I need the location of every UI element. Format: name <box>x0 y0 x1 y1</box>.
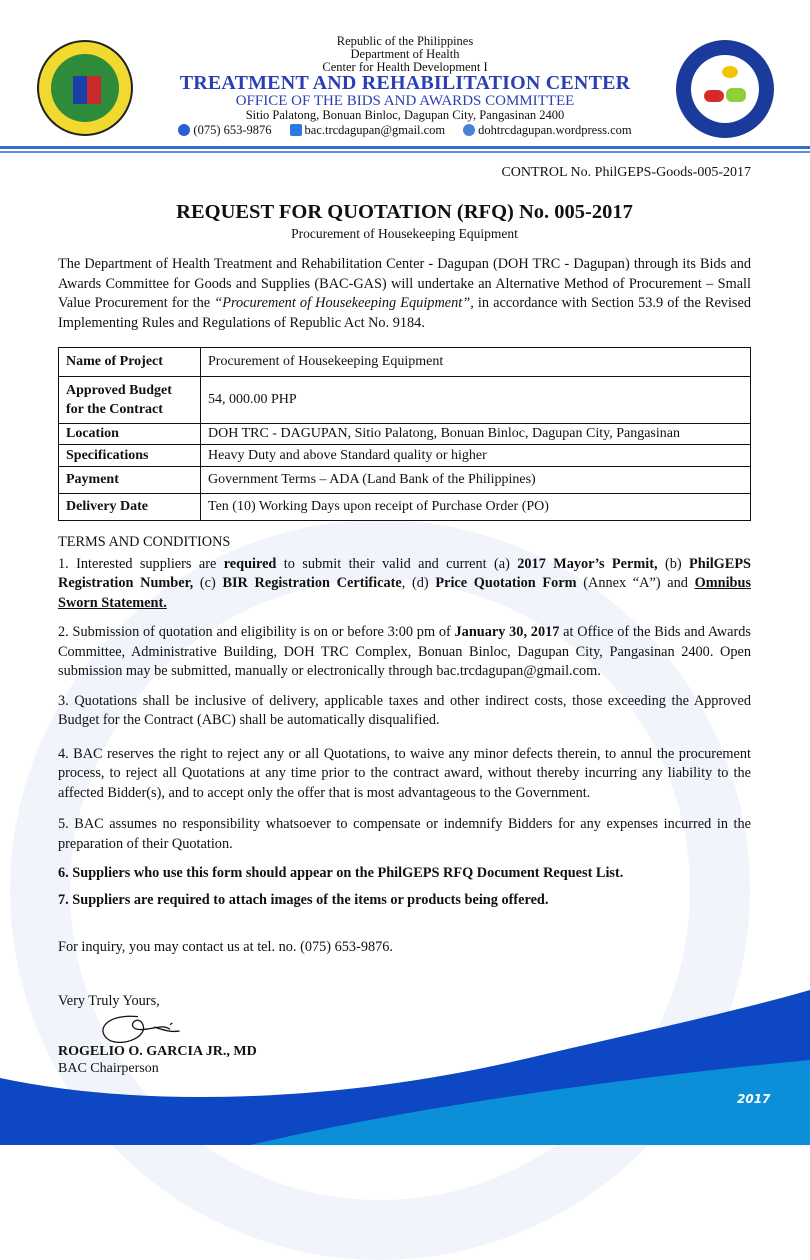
header-email[interactable]: bac.trcdagupan@gmail.com <box>290 123 446 137</box>
terms-heading: TERMS AND CONDITIONS <box>58 534 231 550</box>
table-row: Location DOH TRC - DAGUPAN, Sitio Palatong, Bonuan Binloc, Dagupan City, Pangasinan <box>59 424 751 445</box>
signatory-name: ROGELIO O. GARCIA JR., MD <box>58 1044 257 1059</box>
header-website[interactable]: dohtrcdagupan.wordpress.com <box>463 123 631 137</box>
term-1: 1. Interested suppliers are required to submit their valid and current (a) 2017 Mayor’s Permit, (b) PhilGEPS Registration Number, (c) BIR Registration Certificate, (d) Price Quotation Form (Annex “A”) and Omnibus Sworn Statement. <box>58 555 752 611</box>
term-6: 6. Suppliers who use this form should appear on the PhilGEPS RFQ Document Request List. <box>58 865 624 881</box>
header-line-2: Department of Health <box>350 47 460 61</box>
control-number: CONTROL No. PhilGEPS-Goods-005-2017 <box>501 165 751 180</box>
header-line-1: Republic of the Philippines <box>336 34 474 48</box>
intro-paragraph: The Department of Health Treatment and Rehabilitation Center - Dagupan (DOH TRC - Dagupan) through its Bids and Awards Committee for Goods and Supplies (BAC-GAS) will undertake an Alternative Method of Procurement – Small Value Procurement for the “Procurement of Housekeeping Equipment”, in accordance with Section 53.9 of the Revised Implementing Rules and Regulations of Republic Act No. 9184. <box>58 256 751 331</box>
signatory-title: BAC Chairperson <box>58 1061 159 1076</box>
document-subtitle: Procurement of Housekeeping Equipment <box>291 226 518 241</box>
header-address: Sitio Palatong, Bonuan Binloc, Dagupan City, Pangasinan 2400 <box>245 108 565 122</box>
term-3: 3. Quotations shall be inclusive of delivery, applicable taxes and other indirect costs, those exceeding the Approved Budget for the Contract (ABC) shall be automatically disqualified. <box>58 692 751 728</box>
term-2: 2. Submission of quotation and eligibility is on or before 3:00 pm of January 30, 2017 at Office of the Bids and Awards Committee, Administrative Building, DOH TRC Complex, Bonuan Binloc, Dagupan City, Pangasinan 2400. Open submission may be submitted, manually or electronically through bac.trcdagupan@gmail.com. <box>58 624 751 679</box>
term-5: 5. BAC assumes no responsibility whatsoever to compensate or indemnify Bidders for any expenses incurred in the preparation of their Quotation. <box>58 816 751 852</box>
term-7: 7. Suppliers are required to attach images of the items or products being offered. <box>58 891 549 908</box>
project-details-table <box>58 347 751 521</box>
footer-year: 2017 <box>737 1092 771 1106</box>
header-subtitle: OFFICE OF THE BIDS AND AWARDS COMMITTEE <box>235 93 575 109</box>
header-line-3: Center for Health Development I <box>322 60 488 74</box>
table-row: Name of Project Procurement of Housekeeping Equipment <box>59 348 751 377</box>
signature <box>78 1011 198 1043</box>
table-row: Payment Government Terms – ADA (Land Bank of the Philippines) <box>59 467 751 494</box>
document-title: REQUEST FOR QUOTATION (RFQ) No. 005-2017 <box>176 201 633 223</box>
table-row: Approved Budget for the Contract 54, 000.00 PHP <box>59 377 751 424</box>
table-row: Delivery Date Ten (10) Working Days upon receipt of Purchase Order (PO) <box>59 494 751 521</box>
header-title: TREATMENT AND REHABILITATION CENTER <box>179 72 631 94</box>
table-row: Specifications Heavy Duty and above Standard quality or higher <box>59 445 751 467</box>
header-phone: (075) 653-9876 <box>178 123 271 137</box>
inquiry-text: For inquiry, you may contact us at tel. no. (075) 653-9876. <box>58 939 393 955</box>
closing-text: Very Truly Yours, <box>58 992 160 1009</box>
term-4: 4. BAC reserves the right to reject any or all Quotations, to waive any minor defects therein, to annul the procurement process, to reject all Quotations at any time prior to the contract award, without thereby incurring any liability to the affected Bidder(s), and to accept only the offer that is most advantageous to the Government. <box>58 745 751 801</box>
